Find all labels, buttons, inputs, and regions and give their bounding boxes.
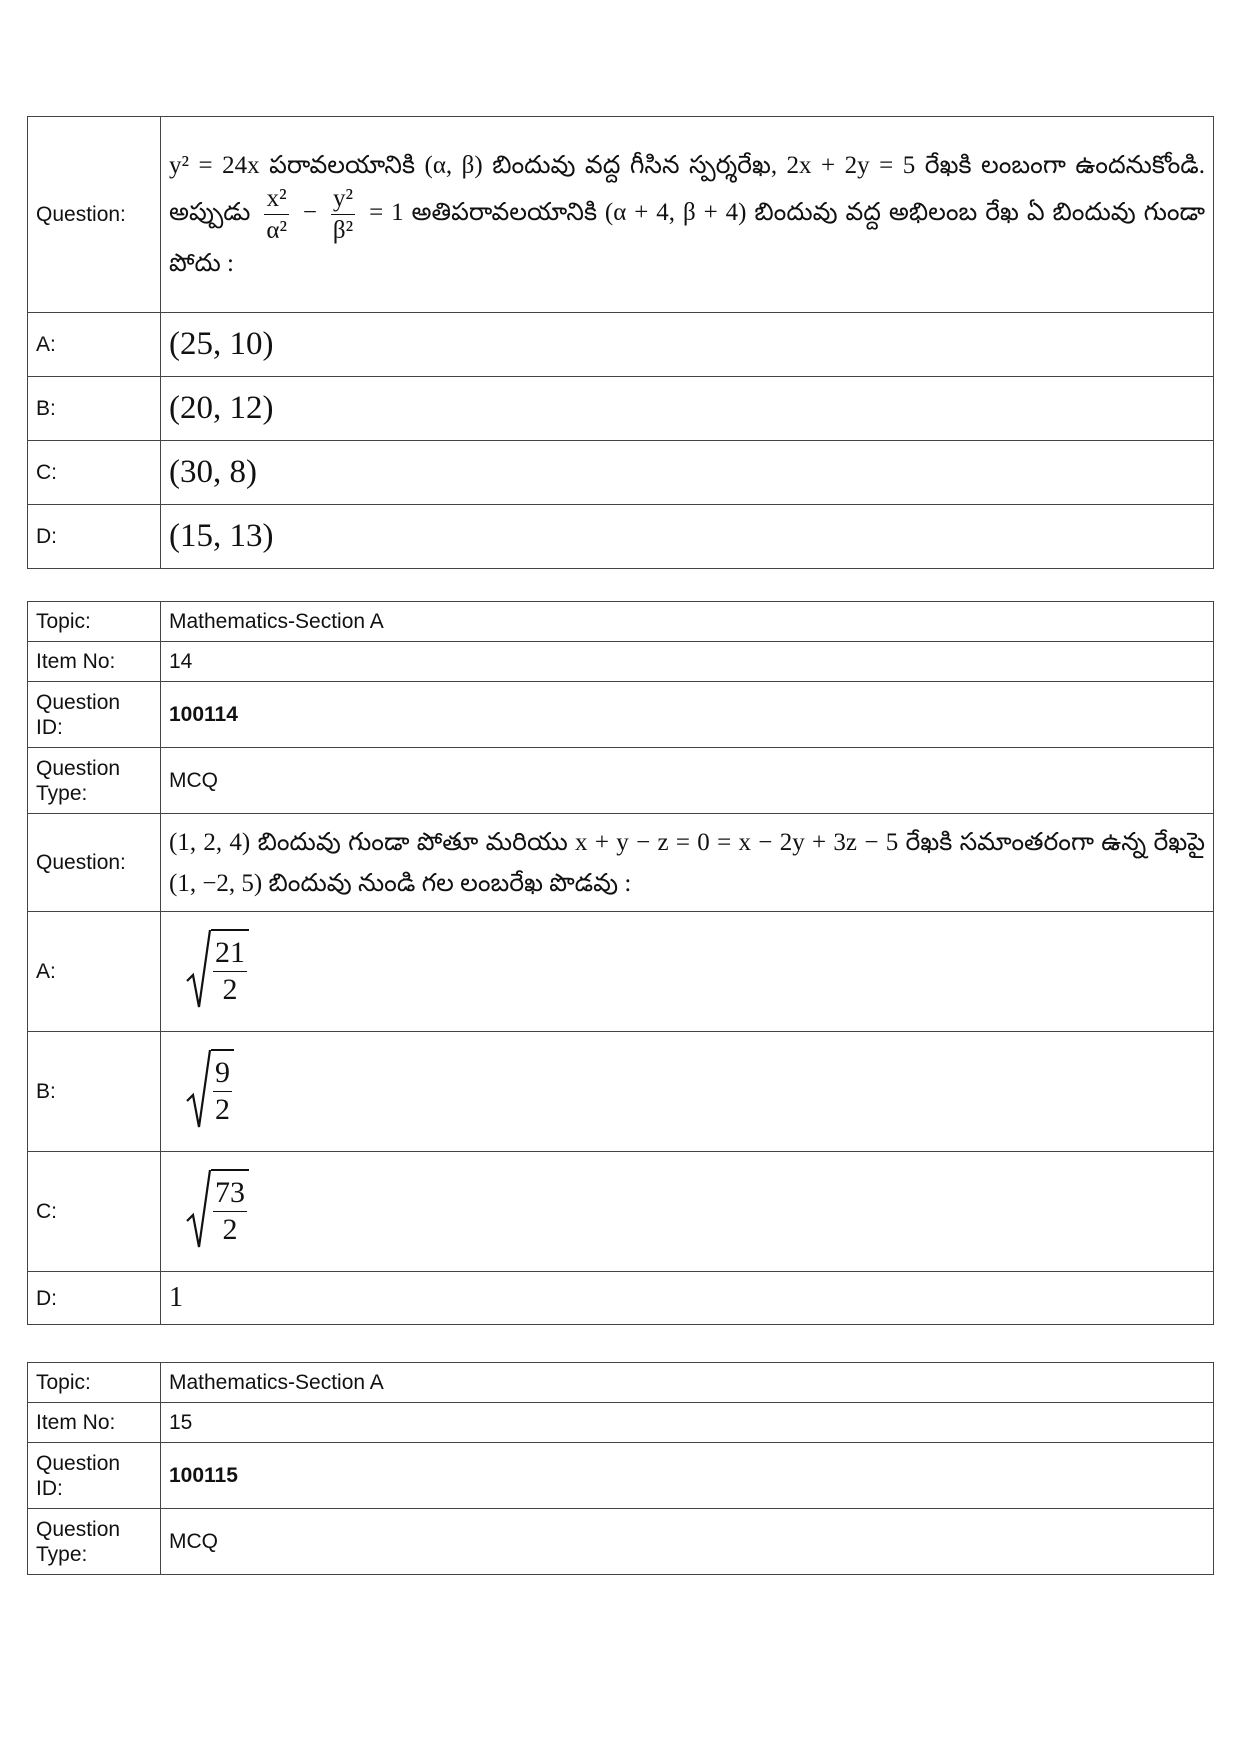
question-table-13 bbox=[27, 116, 1214, 569]
radical-sign-icon bbox=[185, 1049, 211, 1131]
option-label: B: bbox=[28, 377, 161, 441]
minus-sign: − bbox=[302, 199, 317, 227]
item-no-value: 14 bbox=[161, 642, 1214, 682]
radicand-denominator: 2 bbox=[222, 973, 238, 1006]
square-root bbox=[185, 1049, 234, 1131]
fraction-denominator: β² bbox=[332, 217, 354, 244]
question-id-label: Question ID: bbox=[28, 1443, 161, 1509]
radicand-numerator: 21 bbox=[213, 935, 247, 972]
square-root bbox=[185, 929, 249, 1011]
item-no-value: 15 bbox=[161, 1403, 1214, 1443]
option-a-value: (25, 10) bbox=[161, 313, 1214, 377]
question-part-2: = 1 అతిపరావలయానికి (α + 4, β + 4) బిందువు వద్ద అభిలంబ రేఖ ఏ బిందువు గుండా పోదు : bbox=[169, 199, 1206, 277]
option-d-value: (15, 13) bbox=[161, 505, 1214, 569]
question-type-label: Question Type: bbox=[28, 1509, 161, 1575]
question-label: Question: bbox=[28, 117, 161, 313]
question-label: Question: bbox=[28, 814, 161, 912]
question-type-value: MCQ bbox=[161, 748, 1214, 814]
question-type-value: MCQ bbox=[161, 1509, 1214, 1575]
fraction-denominator: α² bbox=[266, 217, 287, 244]
fraction-x2-alpha2 bbox=[264, 186, 289, 243]
radicand-numerator: 9 bbox=[213, 1055, 232, 1092]
topic-value: Mathematics-Section A bbox=[161, 1363, 1214, 1403]
fraction-y2-beta2 bbox=[331, 186, 355, 243]
question-part-1: y² = 24x పరావలయానికి (α, β) బిందువు వద్ద గీసిన స్పర్శరేఖ, 2x + 2y = 5 రేఖకి లంబంగా ఉందనుకోండి. అప్పుడు bbox=[169, 152, 1205, 227]
question-table-14 bbox=[27, 601, 1214, 1325]
radicand-denominator: 2 bbox=[215, 1093, 230, 1126]
option-label: D: bbox=[28, 1272, 161, 1325]
option-label: C: bbox=[28, 441, 161, 505]
question-id-value: 100115 bbox=[161, 1443, 1214, 1509]
option-a-value bbox=[161, 912, 1214, 1032]
option-c-value bbox=[161, 1152, 1214, 1272]
question-text: (1, 2, 4) బిందువు గుండా పోతూ మరియు x + y − z = 0 = x − 2y + 3z − 5 రేఖకి సమాంతరంగా ఉన్న రేఖపై (1, −2, 5) బిందువు నుండి గల లంబరేఖ పొడవు : bbox=[161, 814, 1214, 912]
option-c-value: (30, 8) bbox=[161, 441, 1214, 505]
fraction-numerator: x² bbox=[264, 186, 289, 215]
radicand-numerator: 73 bbox=[213, 1175, 247, 1212]
option-label: D: bbox=[28, 505, 161, 569]
item-no-label: Item No: bbox=[28, 1403, 161, 1443]
fraction-numerator: y² bbox=[331, 186, 355, 215]
option-b-value: (20, 12) bbox=[161, 377, 1214, 441]
topic-label: Topic: bbox=[28, 1363, 161, 1403]
option-label: C: bbox=[28, 1152, 161, 1272]
question-table-15 bbox=[27, 1362, 1214, 1575]
option-label: A: bbox=[28, 313, 161, 377]
radical-sign-icon bbox=[185, 1169, 211, 1251]
option-label: A: bbox=[28, 912, 161, 1032]
topic-value: Mathematics-Section A bbox=[161, 602, 1214, 642]
option-label: B: bbox=[28, 1032, 161, 1152]
question-type-label: Question Type: bbox=[28, 748, 161, 814]
option-d-value: 1 bbox=[161, 1272, 1214, 1325]
item-no-label: Item No: bbox=[28, 642, 161, 682]
question-id-label: Question ID: bbox=[28, 682, 161, 748]
question-text bbox=[161, 117, 1214, 313]
option-b-value bbox=[161, 1032, 1214, 1152]
topic-label: Topic: bbox=[28, 602, 161, 642]
question-id-value: 100114 bbox=[161, 682, 1214, 748]
radical-sign-icon bbox=[185, 929, 211, 1011]
square-root bbox=[185, 1169, 249, 1251]
radicand-denominator: 2 bbox=[222, 1213, 238, 1246]
